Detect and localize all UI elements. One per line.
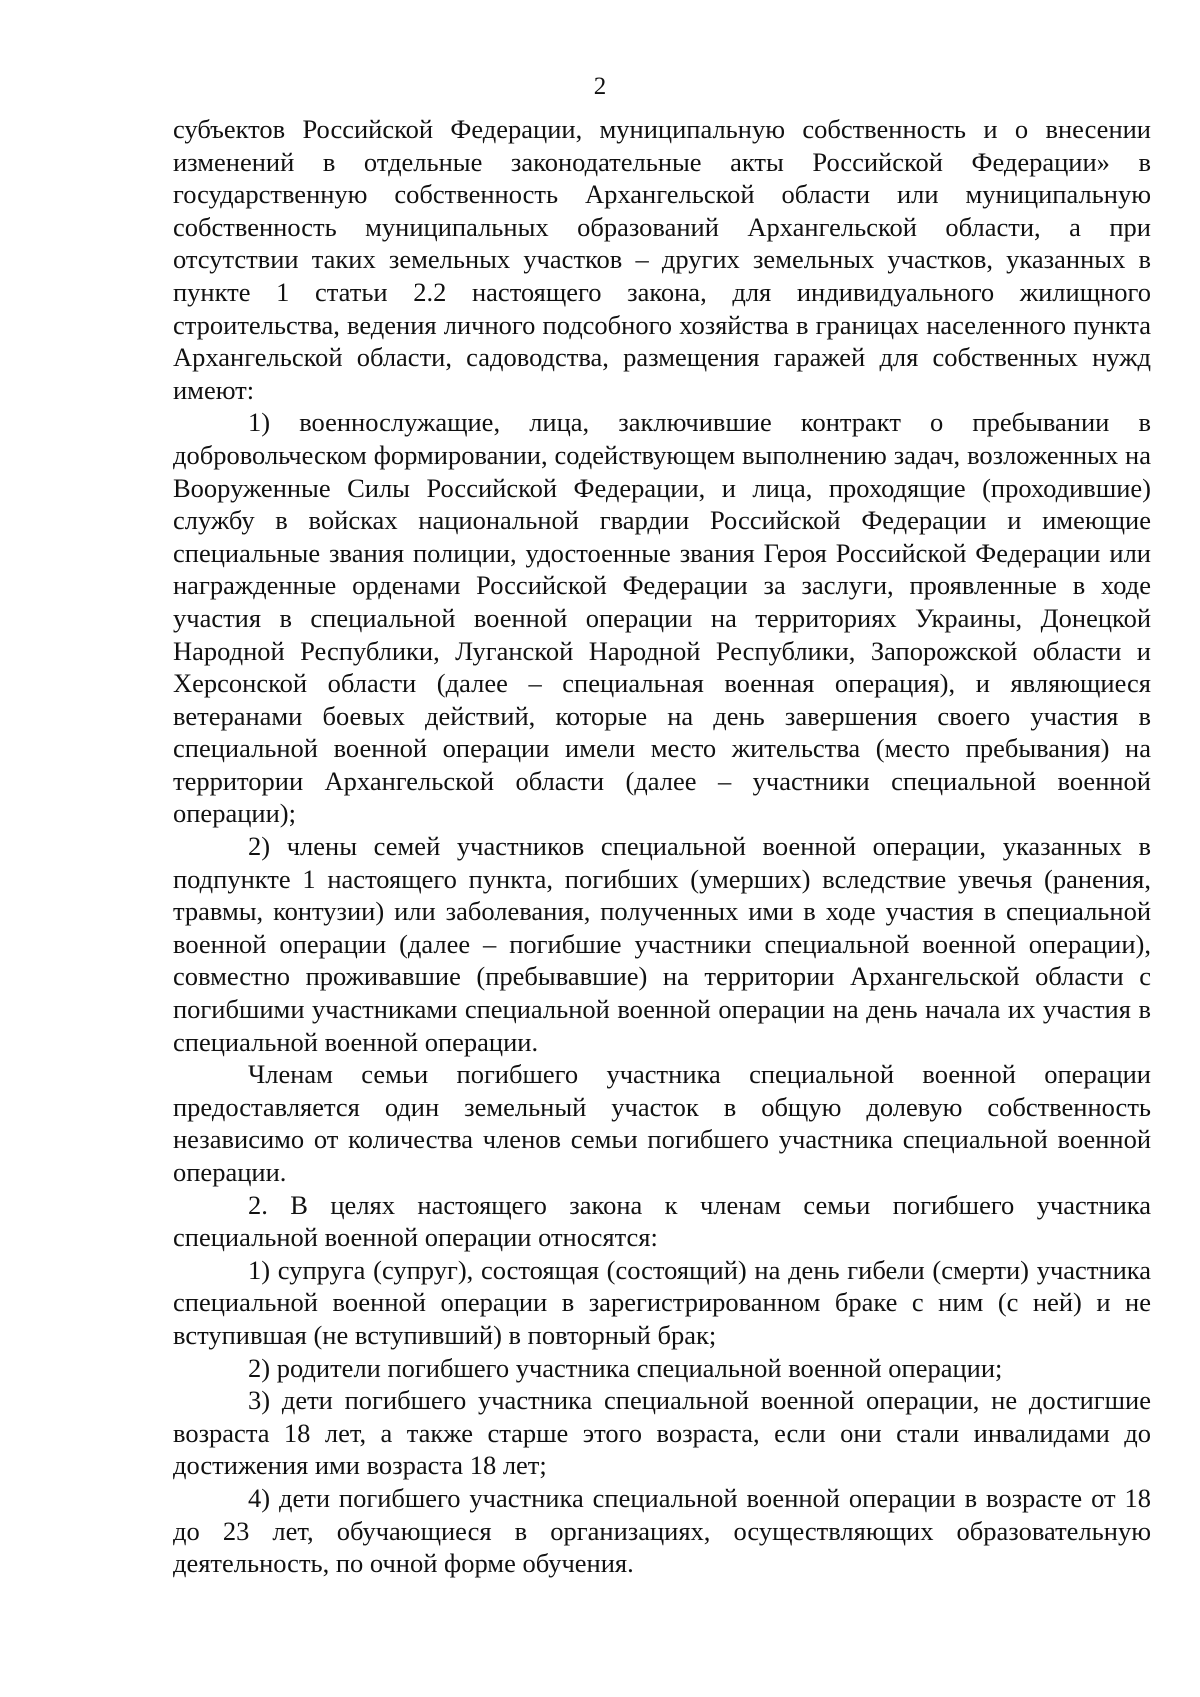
document-body <box>173 113 1151 1580</box>
paragraph-clause-2-item-4-students: 4) дети погибшего участника специальной военной операции в возрасте от 18 до 23 лет, обучающиеся в организациях, осуществляющих образовательную деятельность, по очной форме обучения. <box>173 1482 1151 1579</box>
paragraph-item-2-family-members: 2) члены семей участников специальной военной операции, указанных в подпункте 1 настоящего пункта, погибших (умерших) вследствие увечья (ранения, травмы, контузии) или заболевания, полученных ими в ходе участия в специальной военной операции (далее – погибшие участники специальной военной операции), совместно проживавшие (пребывавшие) на территории Архангельской области с погибшими участниками специальной военной операции на день начала их участия в специальной военной операции. <box>173 831 1151 1057</box>
page-number: 2 <box>593 73 607 100</box>
paragraph-clause-2-item-1-spouse: 1) супруга (супруг), состоящая (состоящий) на день гибели (смерти) участника специальной военной операции в зарегистрированном браке с ним (с ней) и не вступившая (не вступивший) в повторный брак; <box>173 1254 1151 1350</box>
paragraph-shared-ownership: Членам семьи погибшего участника специальной военной операции предоставляется один земельный участок в общую долевую собственность независимо от количества членов семьи погибшего участника специальной военной операции. <box>173 1059 1151 1187</box>
paragraph-item-1-servicemen: 1) военнослужащие, лица, заключившие контракт о пребывании в добровольческом формировании, содействующем выполнению задач, возложенных на Вооруженные Силы Российской Федерации, и лица, проходящие (проходившие) службу в войсках национальной гвардии Российской Федерации и имеющие специальные звания полиции, удостоенные звания Героя Российской Федерации или награжденные орденами Российской Федерации за заслуги, проявленные в ходе участия в специальной военной операции на территориях Украины, Донецкой Народной Республики, Луганской Народной Республики, Запорожской области и Херсонской области (далее – специальная военная операция), и являющиеся ветеранами боевых действий, которые на день завершения своего участия в специальной военной операции имели место жительства (место пребывания) на территории Архангельской области (далее – участники специальной военной операции); <box>173 407 1151 829</box>
paragraph-clause-2-item-2-parents: 2) родители погибшего участника специальной военной операции; <box>248 1352 1003 1383</box>
paragraph-clause-2-item-3-children: 3) дети погибшего участника специальной военной операции, не достигшие возраста 18 лет, а также старше этого возраста, если они стали инвалидами до достижения ими возраста 18 лет; <box>173 1385 1151 1481</box>
paragraph-continuation: субъектов Российской Федерации, муниципальную собственность и о внесении изменений в отдельные законодательные акты Российской Федерации» в государственную собственность Архангельской области или муниципальную собственность муниципальных образований Архангельской области, а при отсутствии таких земельных участков – других земельных участков, указанных в пункте 1 статьи 2.2 настоящего закона, для индивидуального жилищного строительства, ведения личного подсобного хозяйства в границах населенного пункта Архангельской области, садоводства, размещения гаражей для собственных нужд имеют: <box>173 114 1151 405</box>
paragraph-clause-2: 2. В целях настоящего закона к членам семьи погибшего участника специальной военной операции относятся: <box>173 1189 1151 1253</box>
